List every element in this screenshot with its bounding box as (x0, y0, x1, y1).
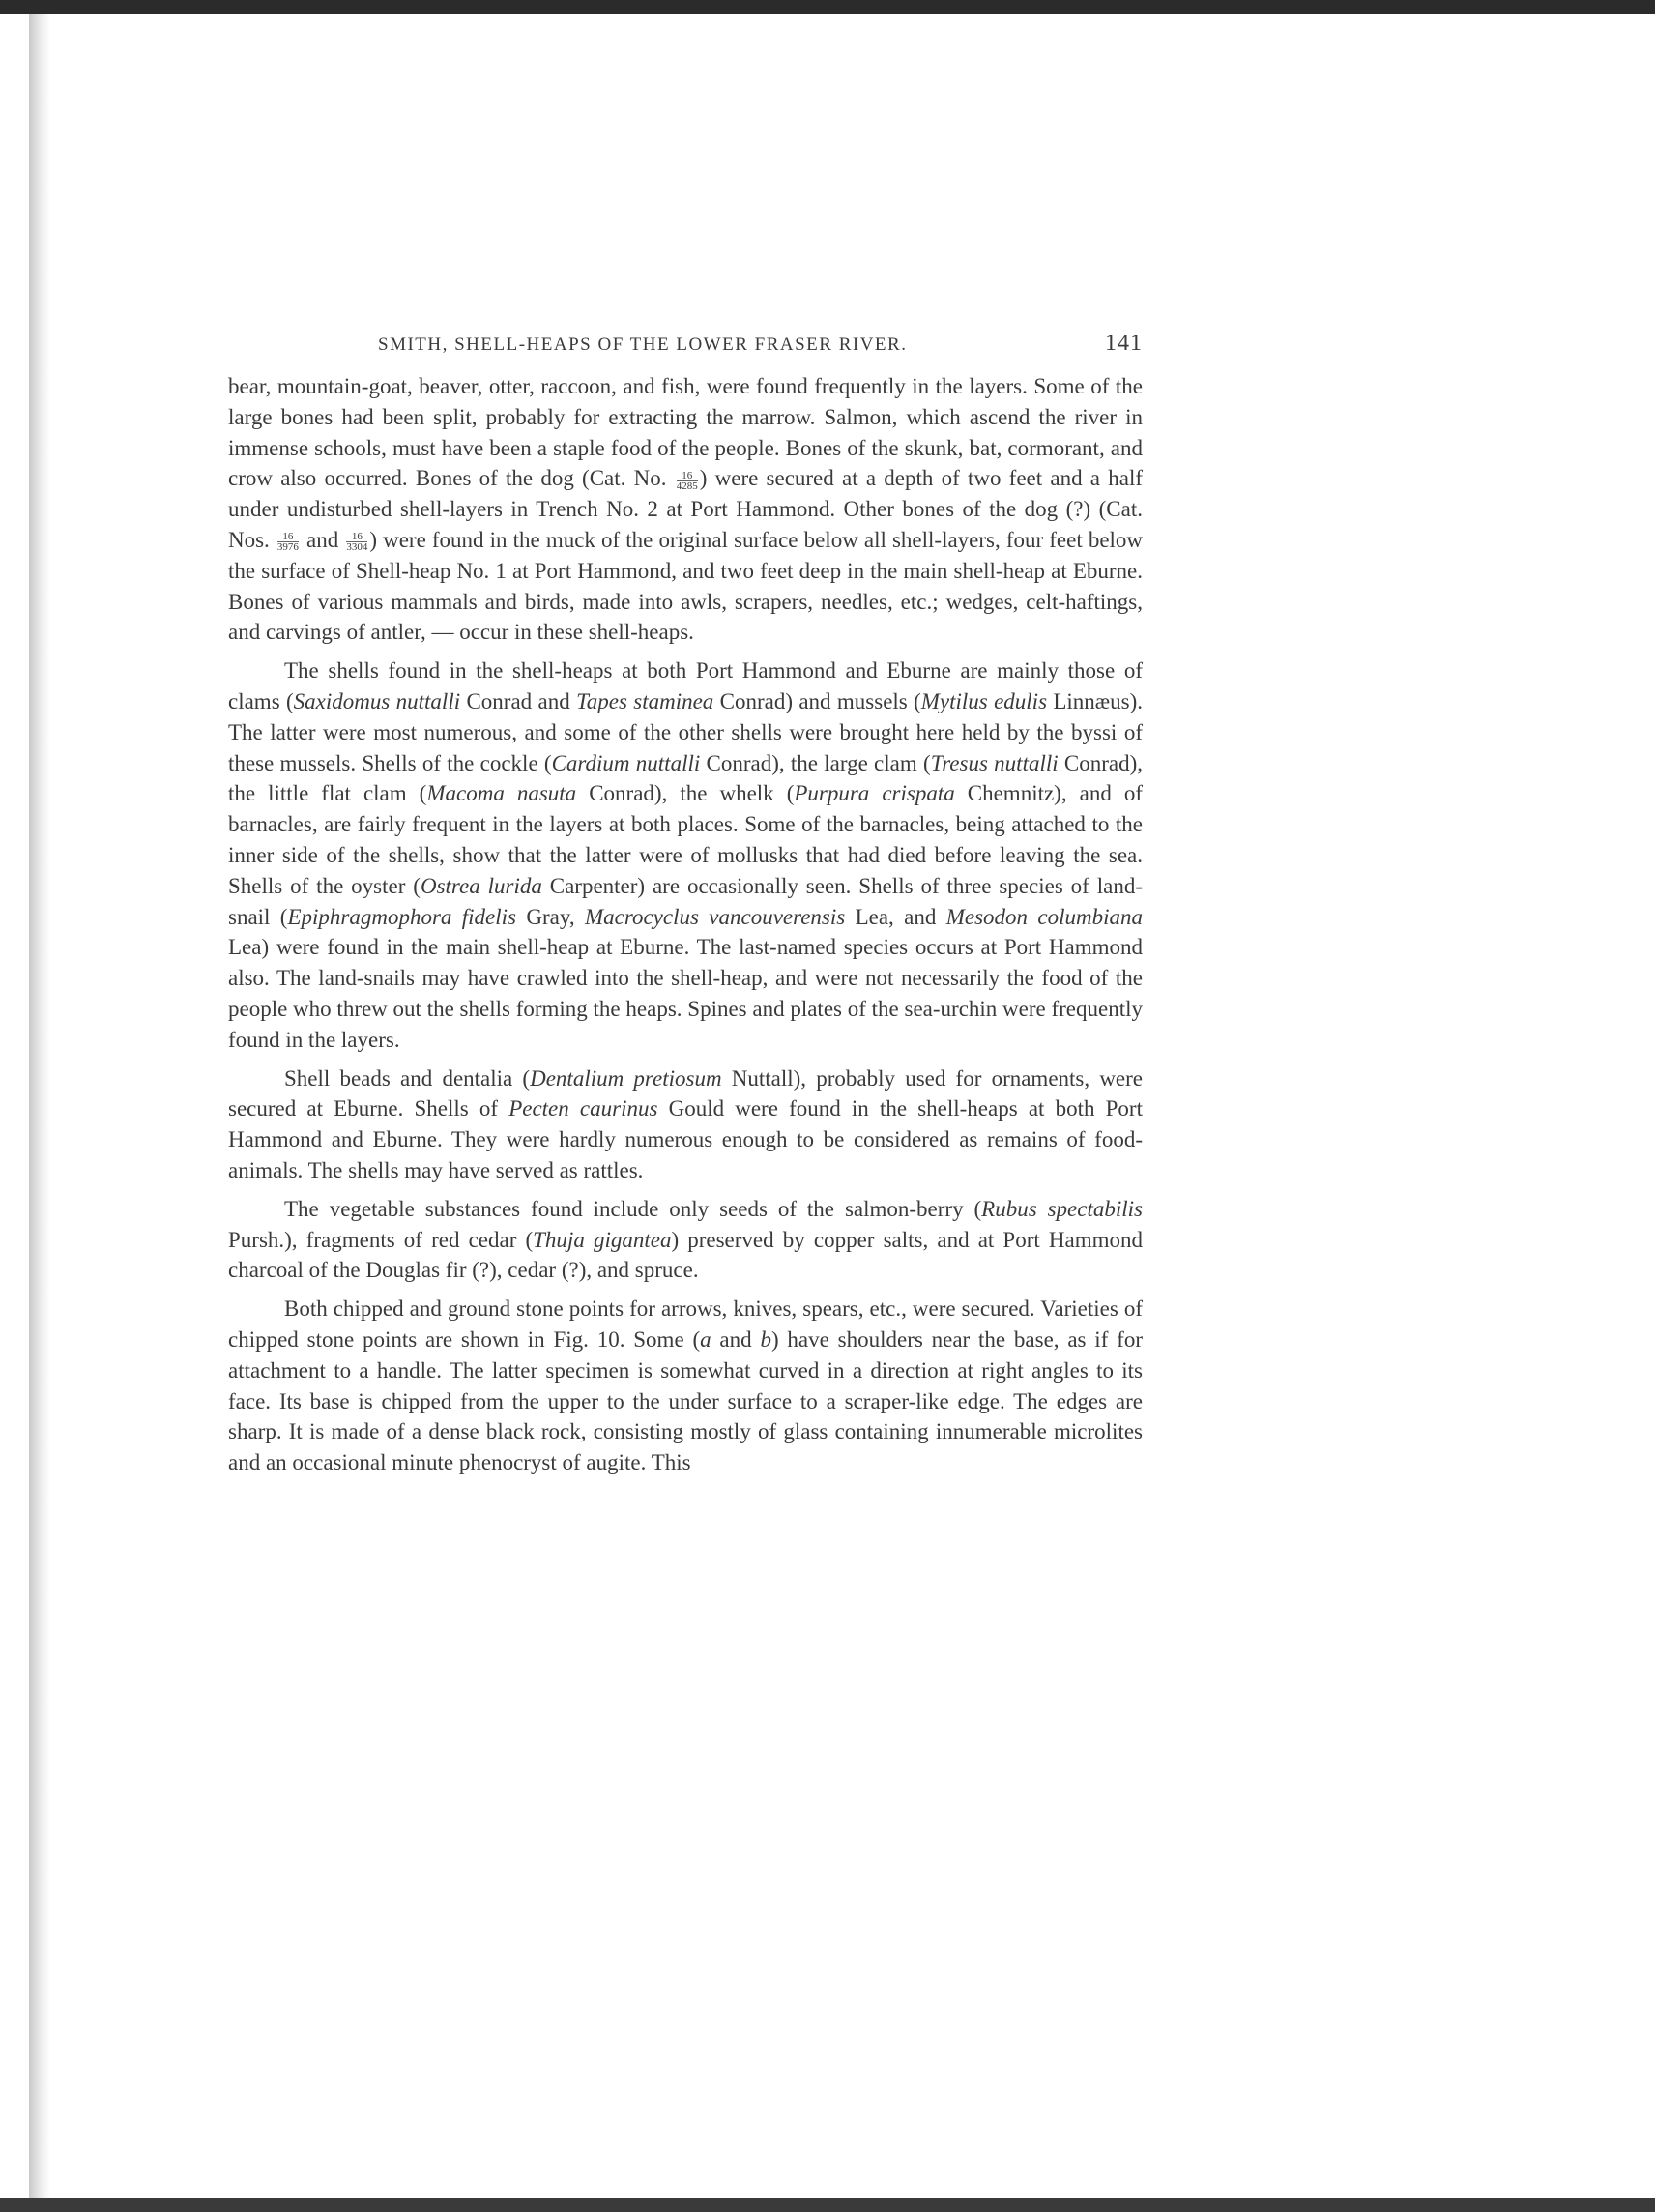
text-run: ) were found in the muck of the original surface below all shell-layers, four feet below the surface of Shell-heap No. 1 at Port Hammond, and two feet deep in the main shell-heap at Eburne. Bones of various mammals and birds, made into awls, scrapers, needles, etc.; wedges, celt-haftings, and carvings of antler, — occur in these shell-heaps. (228, 527, 1144, 645)
text-run: Conrad), the little flat clam ( (228, 750, 1144, 806)
paragraph-beads (228, 1063, 1143, 1186)
text-run: Carpenter) are occasionally seen. Shells of three species of land-snail ( (228, 873, 1143, 929)
species-name: Tapes staminea (576, 688, 714, 713)
text-run: The shells found in the shell-heaps at both Port Hammond and Eburne are mainly those of clams ( (228, 658, 1143, 713)
fraction-numerator: 16 (346, 532, 367, 542)
text-run: Chemnitz), and of barnacles, are fairly frequent in the layers at both places. Some of the barnacles, being attached to the inner side of the shells, show that the latter were of mollusks that had died before leaving the sea. Shells of the oyster ( (228, 781, 1143, 898)
paragraph-stone-points (228, 1294, 1143, 1478)
text-run: Gray, (516, 904, 585, 929)
book-page (228, 327, 1143, 1478)
running-head: SMITH, SHELL-HEAPS OF THE LOWER FRASER RIVER. (378, 335, 908, 355)
species-name: Saxidomus nuttalli (293, 688, 461, 713)
text-run: ) preserved by copper salts, and at Port Hammond charcoal of the Douglas fir (?), cedar (?), and spruce. (228, 1227, 1143, 1283)
species-name: Ostrea lurida (420, 873, 542, 898)
fraction-denominator: 3304 (346, 541, 368, 554)
catalog-fraction (677, 471, 698, 491)
body-text (228, 371, 1143, 1478)
scan-bottom-border (0, 2198, 1655, 2212)
species-name: Mesodon columbiana (945, 904, 1144, 929)
page-header (228, 327, 1143, 365)
species-name: Rubus spectabilis (981, 1196, 1143, 1221)
text-run: and (306, 527, 339, 552)
text-run: ) were secured at a depth of two feet and a half under undisturbed shell-layers in Trench No. 2 at Port Hammond. Other bones of the dog (?) (Cat. Nos. (228, 466, 1144, 552)
text-run: and (711, 1326, 761, 1352)
text-run: Lea, and (845, 904, 946, 929)
text-run: Pursh.), fragments of red cedar ( (228, 1227, 534, 1252)
page-number: 141 (1105, 331, 1143, 356)
text-run: Conrad), the whelk ( (576, 781, 795, 806)
text-run: Both chipped and ground stone points for arrows, knives, spears, etc., were secured. Varieties of chipped stone points are shown in Fig. 10. Some ( (228, 1296, 1143, 1352)
text-run: Linnæus). The latter were most numerous, and some of the other shells were brought here held by the byssi of these mussels. Shells of the cockle ( (228, 688, 1144, 775)
text-run: Shell beads and dentalia ( (284, 1065, 531, 1091)
text-run: Nuttall), probably used for ornaments, were secured at Eburne. Shells of (228, 1065, 1144, 1121)
page-binding-edge (29, 14, 50, 2198)
text-run: Lea) were found in the main shell-heap at Eburne. The last-named species occurs at Port Hammond also. The land-snails may have crawled into the shell-heap, and were not necessarily the food of the people who threw out the shells forming the heaps. Spines and plates of the sea-urchin were frequently found in the layers. (228, 935, 1143, 1052)
fraction-numerator: 16 (677, 471, 698, 481)
figure-letter: a (700, 1326, 711, 1352)
species-name: Epiphragmophora fidelis (287, 904, 517, 929)
species-name: Mytilus edulis (920, 688, 1048, 713)
species-name: Pecten caurinus (508, 1096, 658, 1121)
text-run: Conrad), the large clam ( (700, 750, 931, 775)
paragraph-bones (228, 371, 1143, 648)
text-run: ) have shoulders near the base, as if for attachment to a handle. The latter specimen is somewhat curved in a direction at right angles to its face. Its base is chipped from the upper to the under surface to a scraper-like edge. The edges are sharp. It is made of a dense black rock, consisting mostly of glass containing innumerable microlites and an occasional minute phenocryst of augite. This (228, 1326, 1143, 1475)
species-name: Macrocyclus vancouverensis (584, 904, 846, 929)
catalog-fraction (346, 532, 367, 552)
fraction-denominator: 4285 (676, 480, 698, 492)
text-run: Conrad) and mussels ( (713, 688, 921, 713)
species-name: Purpura crispata (794, 781, 955, 806)
fraction-numerator: 16 (277, 532, 299, 542)
scan-top-border (0, 0, 1655, 14)
species-name: Thuja gigantea (533, 1227, 672, 1252)
catalog-fraction (277, 532, 299, 552)
species-name: Macoma nasuta (426, 781, 577, 806)
species-name: Cardium nuttalli (551, 750, 701, 775)
figure-letter: b (760, 1326, 771, 1352)
species-name: Dentalium pretiosum (530, 1065, 722, 1091)
fraction-denominator: 3976 (276, 541, 299, 554)
paragraph-vegetable (228, 1194, 1143, 1286)
text-run: Gould were found in the shell-heaps at both Port Hammond and Eburne. They were hardly numerous enough to be considered as remains of food-animals. The shells may have served as rattles. (228, 1096, 1143, 1182)
text-run: bear, mountain-goat, beaver, otter, raccoon, and fish, were found frequently in the layers. Some of the large bones had been split, probably for extracting the marrow. Salmon, which ascend the river in immense schools, must have been a staple food of the people. Bones of the skunk, bat, cormorant, and crow also occurred. Bones of the dog (Cat. No. (228, 374, 1143, 491)
species-name: Tresus nuttalli (930, 750, 1059, 775)
paragraph-shells (228, 655, 1143, 1055)
text-run: The vegetable substances found include only seeds of the salmon-berry ( (284, 1196, 982, 1221)
text-run: Conrad and (460, 688, 577, 713)
